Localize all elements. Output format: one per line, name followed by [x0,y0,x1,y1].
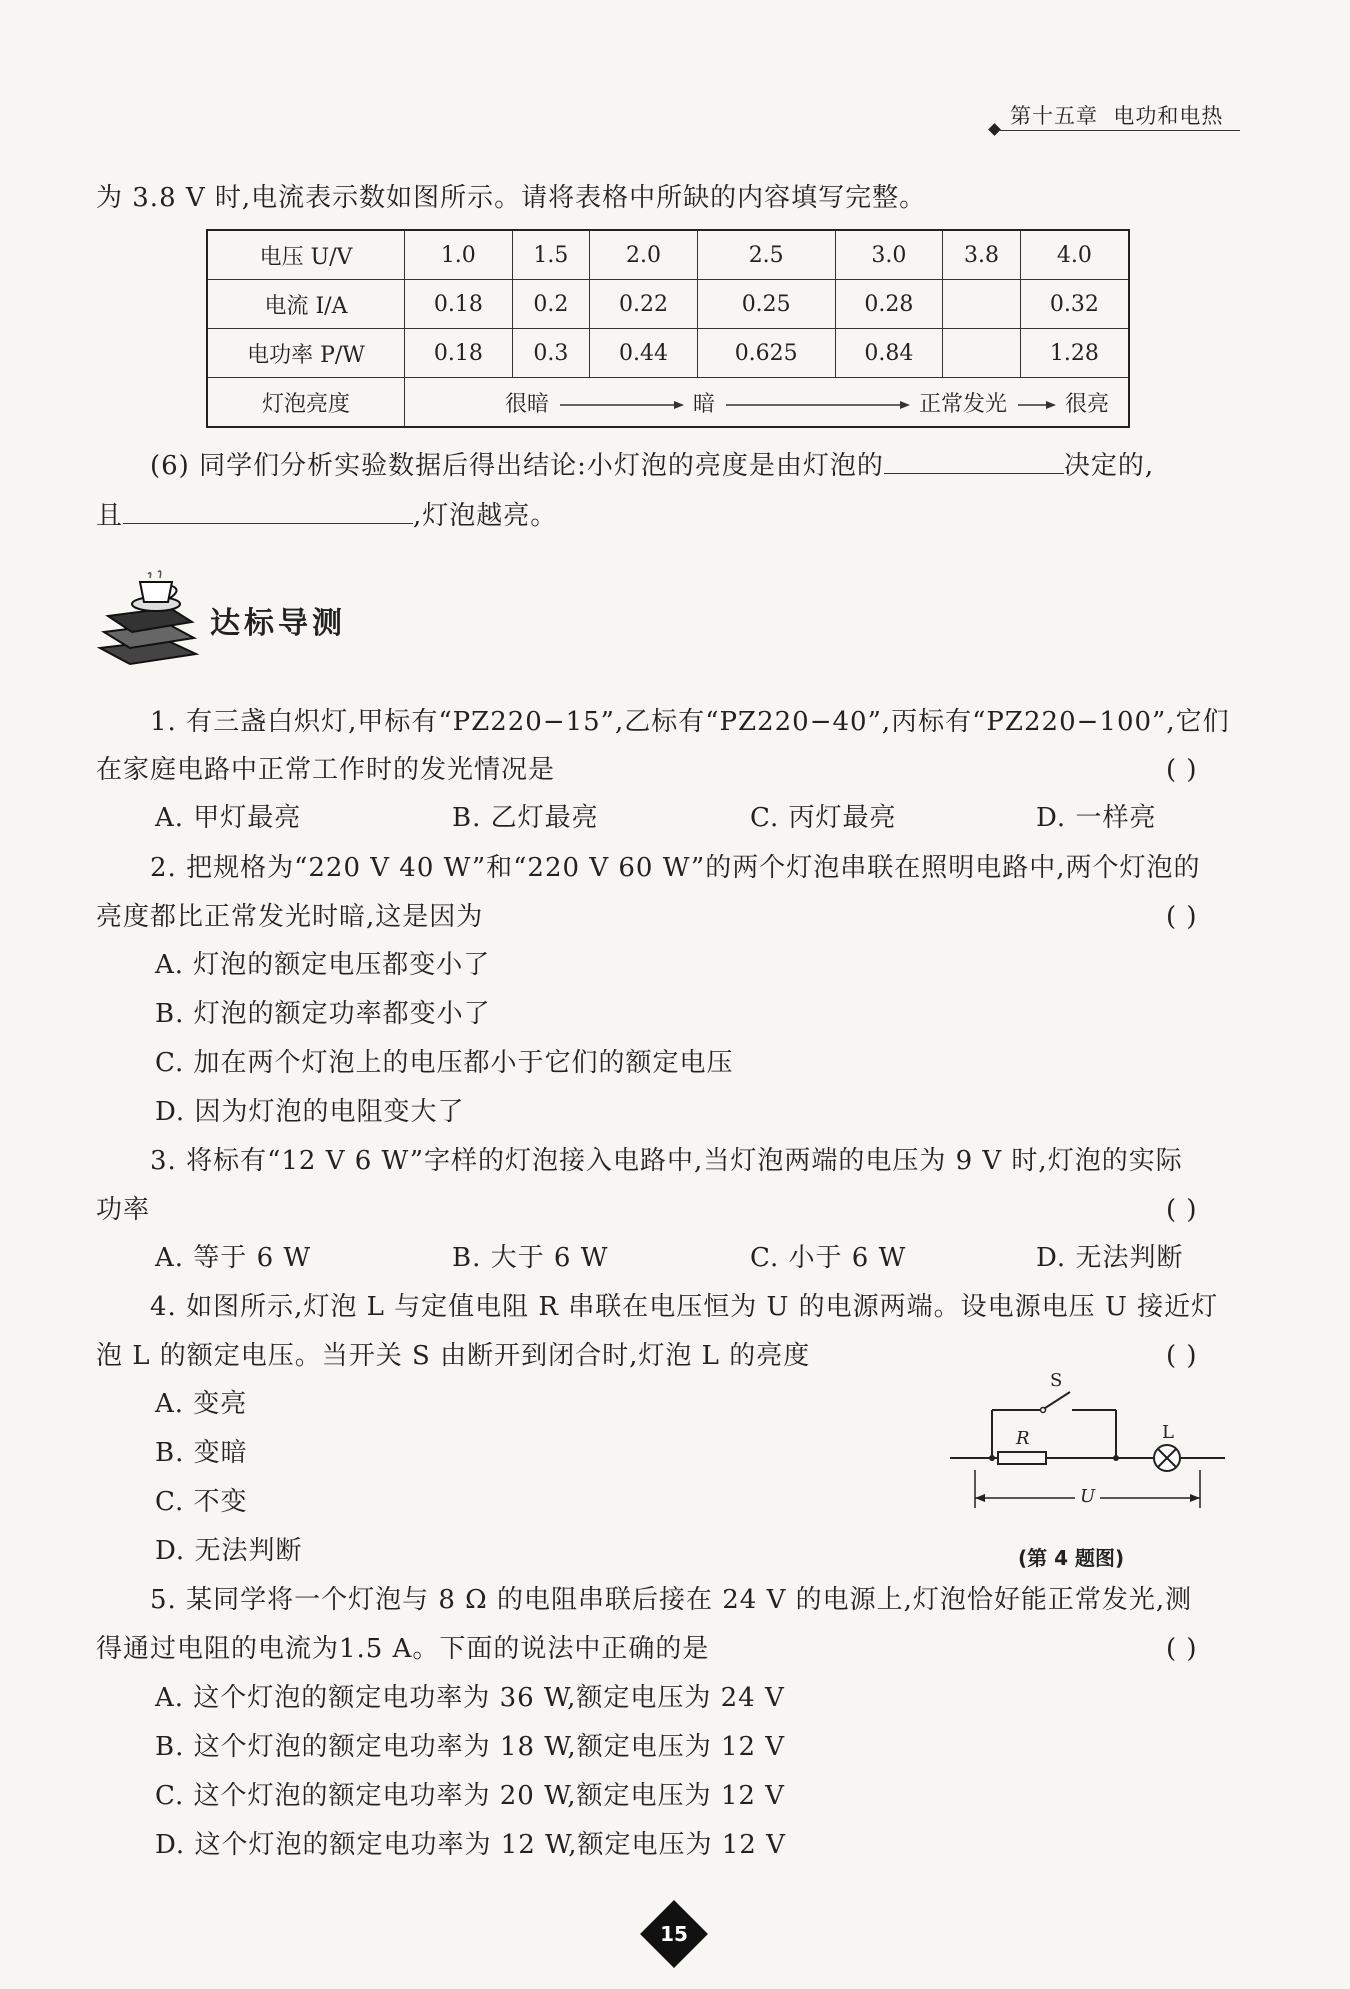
chapter-title: 电功和电热 [1113,104,1224,128]
brightness-very-bright: 很亮 [1065,391,1110,417]
arrow-right-icon [722,392,912,417]
q1-option-c[interactable]: C. 丙灯最亮 [750,803,897,833]
table-cell: 0.28 [835,280,943,329]
q6-line2: 且 ,灯泡越亮。 [96,495,557,536]
chapter-number: 第十五章 [1010,104,1098,128]
row-header: 电流 I/A [207,280,405,329]
answer-blank[interactable] [884,445,1064,474]
answer-paren[interactable]: ( ) [1166,755,1198,785]
table-cell: 0.22 [590,280,698,329]
q2-option-c[interactable]: C. 加在两个灯泡上的电压都小于它们的额定电压 [155,1048,734,1078]
table-row [207,329,1129,378]
voltage-label: U [1080,1486,1096,1507]
table-cell: 1.0 [405,230,513,280]
q3-option-c[interactable]: C. 小于 6 W [750,1243,907,1273]
brightness-normal: 正常发光 [919,391,1008,417]
arrow-right-icon [556,392,686,417]
figure-caption: (第 4 题图) [1018,1546,1125,1570]
brightness-very-dark: 很暗 [505,391,550,417]
table-cell: 2.0 [590,230,698,280]
header-diamond-icon [988,123,1001,136]
brightness-scale [405,378,1130,428]
q1-option-d[interactable]: D. 一样亮 [1036,803,1157,833]
answer-paren[interactable]: ( ) [1166,902,1198,932]
q1-option-b[interactable]: B. 乙灯最亮 [452,803,599,833]
answer-paren[interactable]: ( ) [1166,1195,1198,1225]
q5-option-c[interactable]: C. 这个灯泡的额定电功率为 20 W,额定电压为 12 V [155,1781,785,1811]
q2-option-d[interactable]: D. 因为灯泡的电阻变大了 [155,1097,465,1127]
q4-stem-line1: 4. 如图所示,灯泡 L 与定值电阻 R 串联在电压恒为 U 的电源两端。设电源电压 U 接近灯 [150,1292,1219,1322]
q5-stem-line1: 5. 某同学将一个灯泡与 8 Ω 的电阻串联后接在 24 V 的电源上,灯泡恰好能正常发光,测 [150,1585,1193,1615]
q2-stem-line2: 亮度都比正常发光时暗,这是因为 [96,902,484,932]
table-cell: 0.2 [512,280,590,329]
q2-stem-line1: 2. 把规格为“220 V 40 W”和“220 V 60 W”的两个灯泡串联在照明电路中,两个灯泡的 [150,853,1201,883]
q4-stem-line2: 泡 L 的额定电压。当开关 S 由断开到闭合时,灯泡 L 的亮度 [96,1341,811,1371]
q5-option-d[interactable]: D. 这个灯泡的额定电功率为 12 W,额定电压为 12 V [155,1830,786,1860]
q2-option-a[interactable]: A. 灯泡的额定电压都变小了 [155,950,491,980]
q3-option-d[interactable]: D. 无法判断 [1036,1243,1184,1273]
table-cell: 0.32 [1020,280,1129,329]
table-cell: 1.28 [1020,329,1129,378]
q5-stem-line2: 得通过电阻的电流为1.5 A。下面的说法中正确的是 [96,1634,710,1664]
table-row [207,280,1129,329]
q4-option-a[interactable]: A. 变亮 [155,1389,248,1419]
table-cell-blank[interactable] [943,329,1021,378]
q4-option-b[interactable]: B. 变暗 [155,1438,248,1468]
q5-option-a[interactable]: A. 这个灯泡的额定电功率为 36 W,额定电压为 24 V [155,1683,785,1713]
table-cell: 4.0 [1020,230,1129,280]
q4-option-d[interactable]: D. 无法判断 [155,1536,303,1566]
table-cell: 0.25 [697,280,835,329]
table-cell: 0.18 [405,329,513,378]
table-row [207,378,1129,428]
q2-option-b[interactable]: B. 灯泡的额定功率都变小了 [155,999,491,1029]
q1-stem-line2: 在家庭电路中正常工作时的发光情况是 [96,755,556,785]
switch-label: S [1050,1370,1063,1391]
resistor-label: R [1016,1428,1030,1449]
answer-paren[interactable]: ( ) [1166,1341,1198,1371]
books-cup-icon [96,570,206,674]
row-header: 灯泡亮度 [207,378,405,428]
brightness-dark: 暗 [693,391,716,417]
q3-option-b[interactable]: B. 大于 6 W [452,1243,609,1273]
page-number: 15 [660,1922,688,1946]
q3-option-a[interactable]: A. 等于 6 W [155,1243,312,1273]
table-cell: 0.44 [590,329,698,378]
table-cell: 1.5 [512,230,590,280]
q3-stem-line2: 功率 [96,1195,151,1225]
answer-blank[interactable] [123,495,413,524]
table-cell: 0.3 [512,329,590,378]
table-cell: 0.625 [697,329,835,378]
header-rule [1000,130,1240,131]
table-row [207,230,1129,280]
row-header: 电功率 P/W [207,329,405,378]
table-cell: 0.84 [835,329,943,378]
chapter-header [1010,100,1223,130]
table-cell-blank[interactable] [943,280,1021,329]
q1-option-a[interactable]: A. 甲灯最亮 [155,803,302,833]
circuit-diagram [950,1370,1230,1520]
table-cell: 0.18 [405,280,513,329]
lamp-label: L [1162,1422,1174,1443]
q1-stem-line1: 1. 有三盏白炽灯,甲标有“PZ220−15”,乙标有“PZ220−40”,丙标有“PZ220−100”,它们 [150,707,1230,737]
intro-text: 为 3.8 V 时,电流表示数如图所示。请将表格中所缺的内容填写完整。 [96,183,927,213]
q4-option-c[interactable]: C. 不变 [155,1487,248,1517]
table-cell: 2.5 [697,230,835,280]
section-title: 达标导测 [210,606,346,641]
table-cell: 3.0 [835,230,943,280]
row-header: 电压 U/V [207,230,405,280]
data-table [206,229,1130,428]
table-cell: 3.8 [943,230,1021,280]
arrow-right-icon [1014,392,1058,417]
answer-paren[interactable]: ( ) [1166,1634,1198,1664]
q3-stem-line1: 3. 将标有“12 V 6 W”字样的灯泡接入电路中,当灯泡两端的电压为 9 V 时,灯泡的实际 [150,1146,1183,1176]
q5-option-b[interactable]: B. 这个灯泡的额定电功率为 18 W,额定电压为 12 V [155,1732,786,1762]
q6-line1: (6) 同学们分析实验数据后得出结论:小灯泡的亮度是由灯泡的 决定的, [150,445,1154,486]
